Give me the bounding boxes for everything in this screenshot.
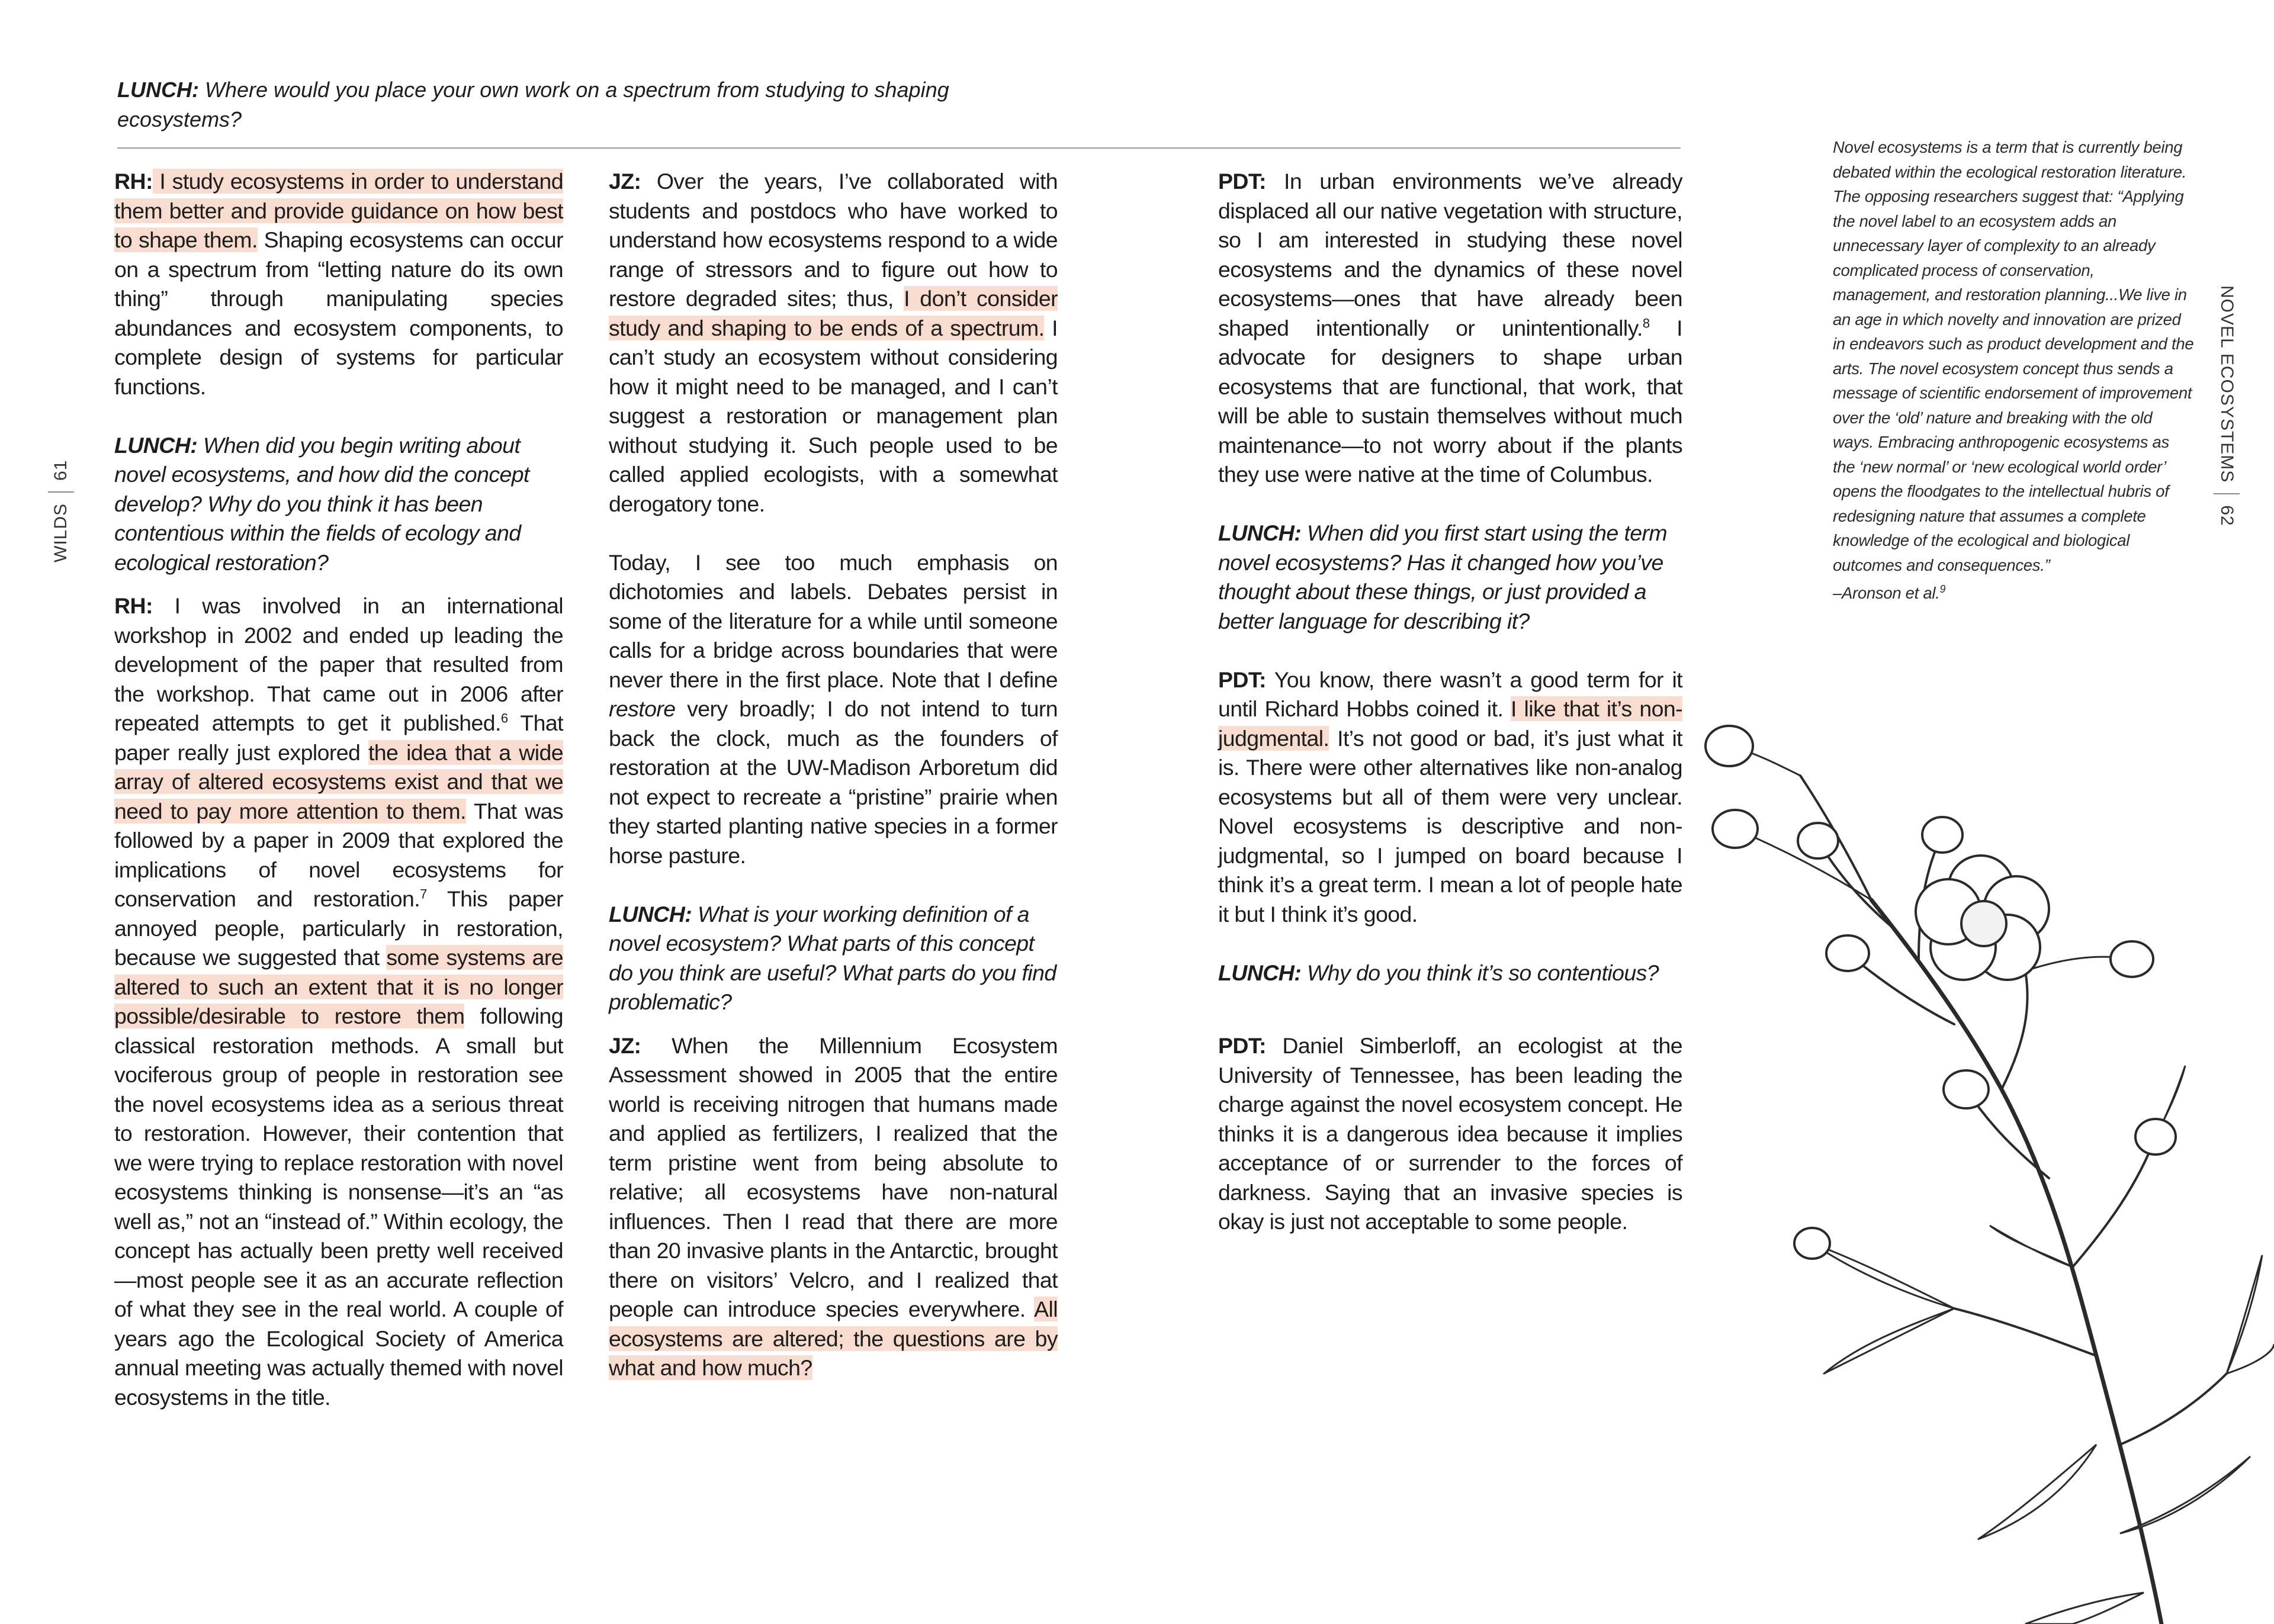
question-label: LUNCH:	[609, 901, 692, 927]
answer-paragraph	[114, 591, 563, 1412]
interview-question	[609, 900, 1058, 1017]
body-text: That was followed by a paper in 2009 that explored the implications of novel ecosystems for conservation and restoration.	[114, 798, 563, 911]
body-text: I can’t study an ecosystem without considering how it might need to be managed, and I can’t suggest a restoration or management plan without studying it. Such people used to be called applied ecologists, with a somewhat derogatory tone.	[609, 315, 1058, 516]
body-text: That paper really just explored	[114, 710, 563, 765]
interview-question	[114, 431, 563, 578]
speaker-label: PDT:	[1218, 169, 1266, 194]
body-text: very broadly; I do not intend to turn back the clock, much as the founders of restoration at the UW-Madison Arboretum did not expect to recreate a “pristine” prairie when they started planting native species in a former horse pasture.	[609, 696, 1058, 868]
question-label: LUNCH:	[1218, 520, 1302, 545]
botanical-plant-drawing-icon	[1540, 675, 2274, 1624]
highlighted-text: I don’t consider study and shaping to be ends of a spectrum.	[609, 286, 1058, 340]
highlighted-text: All ecosystems are altered; the questions are by what and how much?	[609, 1297, 1058, 1380]
highlighted-text: I like that it’s non-judgmental.	[1218, 696, 1682, 751]
sidebar-quote	[1833, 135, 2194, 606]
footnote-ref: 9	[1939, 583, 1946, 595]
question-label: LUNCH:	[114, 432, 198, 458]
speaker-label: JZ:	[609, 169, 641, 194]
highlighted-text: I study ecosystems in order to understand them better and provide guidance on how best to shape them.	[114, 169, 563, 252]
body-text: In urban environments we’ve already displaced all our native vegetation with structure, so I am interested in studying these novel ecosystems and the dynamics of these novel ecosystems—ones that have already been shaped intentionally or unintentionally.	[1218, 169, 1682, 340]
running-header-right	[2214, 285, 2240, 526]
speaker-label: RH:	[114, 593, 153, 618]
body-text: Shaping ecosystems can occur on a spectrum from “letting nature do its own thing” through manipulating species abundances and ecosystem components, to complete design of systems for particular functions.	[114, 227, 563, 399]
text-column-2	[609, 167, 1058, 1412]
running-separator	[2214, 493, 2240, 494]
highlighted-text: the idea that a wide array of altered ecosystems exist and that we need to pay more attention to them.	[114, 739, 563, 824]
page-number-left: 61	[51, 459, 70, 481]
body-text: following classical restoration methods. A small but vociferous group of people in restoration see the novel ecosystems idea as a serious threat to restoration. However, their contention that we were trying to replace restoration with novel ecosystems thinking is nonsense—it’s an “as well as,” not an “instead of.” Within ecology, the concept has actually been pretty well received—most people see it as an accurate reflection of what they see in the real world. A couple of years ago the Ecological Society of America annual meeting was actually themed with novel ecosystems in the title.	[114, 1004, 563, 1410]
sidebar-quote-text: Novel ecosystems is a term that is currently being debated within the ecological restoration literature. The opposing researchers suggest that: “Applying the novel label to an ecosystem adds an unnecessary layer of complexity to an already complicated process of conservation, management, and restoration planning...We live in an age in which novelty and innovation are prized in endeavors such as product development and the arts. The novel ecosystem concept thus sends a message of scientific endorsement of improvement over the ‘old’ nature and breaking with the old ways. Embracing anthropogenic ecosystems as the ‘new normal’ or ‘new ecological world order’ opens the floodgates to the intellectual hubris of redesigning nature that assumes a complete knowledge of the ecological and biological outcomes and consequences.”	[1833, 138, 2194, 574]
body-text: I was involved in an international workshop in 2002 and ended up leading the development of the paper that resulted from the workshop. That came out in 2006 after repeated attempts to get it published.	[114, 593, 563, 735]
question-text: When did you first start using the term novel ecosystems? Has it changed how you’ve thought about these things, or just provided a better language for describing it?	[1218, 520, 1668, 633]
question-text: When did you begin writing about novel ecosystems, and how did the concept develop? Why do you think it has been contentious within the fields of ecology and ecological restoration?	[114, 432, 529, 575]
answer-paragraph	[609, 1031, 1058, 1383]
answer-paragraph	[609, 548, 1058, 871]
question-text: Where would you place your own work on a spectrum from studying to shaping ecosystems?	[117, 78, 949, 131]
answer-paragraph	[114, 167, 563, 401]
running-title-right: NOVEL ECOSYSTEMS	[2217, 285, 2237, 483]
running-separator	[48, 491, 74, 493]
question-text: What is your working definition of a novel ecosystem? What parts of this concept do you think are useful? What parts do you find problematic?	[609, 901, 1056, 1014]
footnote-ref: 7	[420, 886, 427, 902]
attribution-text: –Aronson et al.	[1833, 584, 1940, 603]
emphasis-text: restore	[609, 696, 676, 721]
footnote-ref: 6	[500, 710, 508, 726]
running-title-left: WILDS	[51, 503, 70, 562]
question-label: LUNCH:	[1218, 960, 1302, 985]
page-number-right: 62	[2217, 505, 2237, 526]
question-text: Why do you think it’s so contentious?	[1301, 960, 1659, 985]
body-text: Today, I see too much emphasis on dichotomies and labels. Debates persist in some of the literature for a while until someone calls for a bridge across boundaries that were never there in the first place. Note that I define	[609, 549, 1058, 692]
divider-rule	[117, 147, 1681, 149]
body-text: When the Millennium Ecosystem Assessment showed in 2005 that the entire world is receiving nitrogen that humans made and applied as fertilizers, I realized that the term pristine went from being absolute to relative; all ecosystems have non-natural influences. Then I read that there are more than 20 invasive plants in the Antarctic, brought there on visitors’ Velcro, and I realized that people can introduce species everywhere.	[609, 1033, 1058, 1321]
body-text: Daniel Simberloff, an ecologist at the University of Tennessee, has been leading the charge against the novel ecosystem concept. He thinks it is a dangerous idea because it implies acceptance of or surrender to the forces of darkness. Saying that an invasive species is okay is just not acceptable to some people.	[1218, 1033, 1682, 1234]
highlighted-text: some systems are altered to such an extent that it is no longer possible/desirable to restore them	[114, 945, 563, 1028]
speaker-label: RH:	[114, 169, 153, 194]
answer-paragraph	[1218, 167, 1682, 490]
running-header-left	[48, 460, 74, 562]
body-text: I advocate for designers to shape urban ecosystems that are functional, that work, that will be able to sustain themselves without much maintenance—to not worry about if the plants they use were native at the time of Columbus.	[1218, 315, 1683, 487]
body-text: This paper annoyed people, particularly in restoration, because we suggested that	[114, 886, 563, 970]
sidebar-attribution	[1833, 577, 2194, 606]
speaker-label: PDT:	[1218, 1033, 1266, 1058]
body-text: You know, there wasn’t a good term for it until Richard Hobbs coined it.	[1218, 667, 1682, 721]
speaker-label: JZ:	[609, 1033, 641, 1058]
interview-question	[1218, 519, 1682, 636]
text-column-1	[114, 167, 563, 1442]
body-text: It’s not good or bad, it’s just what it is. There were other alternatives like non-analog ecosystems but all of them were very unclear. Novel ecosystems is descriptive and non-judgmental, so I jumped on board because I think it’s a great term. I mean a lot of people hate it but I think it’s good.	[1218, 725, 1682, 927]
top-question	[117, 75, 1017, 134]
answer-paragraph	[609, 167, 1058, 519]
speaker-label: PDT:	[1218, 667, 1266, 692]
question-label: LUNCH:	[117, 78, 199, 102]
body-text: Over the years, I’ve collaborated with students and postdocs who have worked to understand how ecosystems respond to a wide range of stressors and to figure out how to restore degraded sites; thus,	[609, 169, 1058, 311]
footnote-ref: 8	[1642, 316, 1650, 330]
